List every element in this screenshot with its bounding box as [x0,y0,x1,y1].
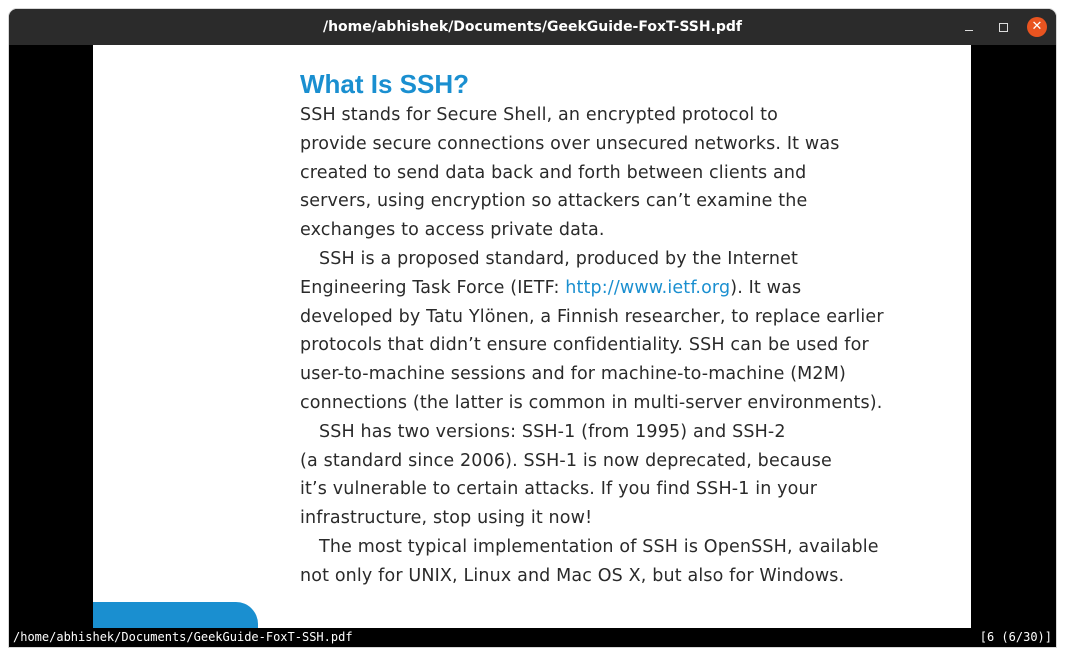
page-decoration-tab [93,602,258,628]
text-line: protocols that didn’t ensure confidentiality. SSH can be used for [300,335,869,356]
text-line: developed by Tatu Ylönen, a Finnish researcher, to replace earlier [300,306,884,327]
status-bar [9,628,1056,647]
app-window [9,9,1056,647]
text-line: exchanges to access private data. [300,220,605,241]
status-file-path: /home/abhishek/Documents/GeekGuide-FoxT-SSH.pdf [13,630,353,644]
text-line: SSH stands for Secure Shell, an encrypted protocol to [300,105,778,125]
text-line: SSH has two versions: SSH-1 (from 1995) and SSH-2 [319,421,786,442]
text-line: servers, using encryption so attackers can’t examine the [300,191,808,212]
window-title: /home/abhishek/Documents/GeekGuide-FoxT-SSH.pdf [322,19,743,35]
text-line: provide secure connections over unsecured networks. It was [300,133,840,154]
text-line: not only for UNIX, Linux and Mac OS X, but also for Windows. [300,565,845,586]
titlebar[interactable] [9,9,1056,45]
text-line: connections (the latter is common in multi-server environments). [300,392,883,413]
text-line: infrastructure, stop using it now! [300,508,593,529]
text-line: SSH is a proposed standard, produced by the Internet [319,248,798,269]
document-viewer[interactable] [9,45,1056,628]
ietf-link[interactable]: http://www.ietf.org [565,277,731,298]
text-line: user-to-machine sessions and for machine-to-machine (M2M) [300,364,846,385]
minimize-button[interactable] [959,17,979,37]
text-line: it’s vulnerable to certain attacks. If you find SSH-1 in your [300,479,818,500]
section-heading: What Is SSH? [300,69,470,99]
text-line: The most typical implementation of SSH is OpenSSH, available [319,536,879,557]
text-line [300,274,870,303]
text-line: (a standard since 2006). SSH-1 is now deprecated, because [300,450,832,471]
maximize-button[interactable] [993,17,1013,37]
text-line: created to send data back and forth between clients and [300,162,807,183]
close-button[interactable] [1027,17,1047,37]
body-text [300,101,884,591]
status-page-indicator: [6 (6/30)] [979,630,1052,644]
pdf-page [93,45,971,628]
text-fragment: Engineering Task Force (IETF: [300,277,566,298]
maximize-icon [999,23,1008,32]
close-icon: ✕ [1031,19,1043,34]
minimize-icon [965,30,973,31]
text-fragment: ). It was [730,277,802,298]
